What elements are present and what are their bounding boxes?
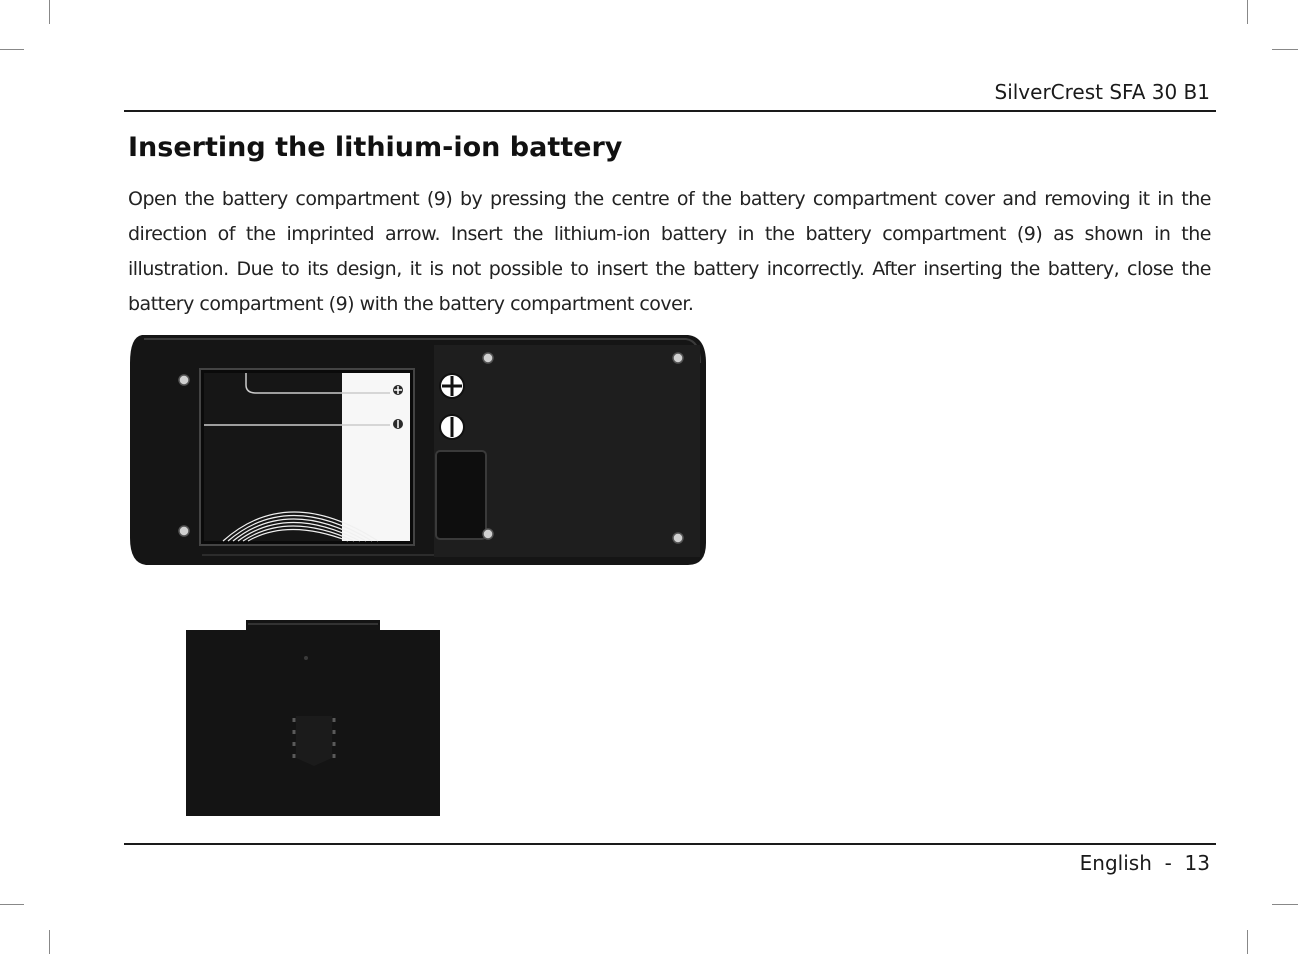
crop-mark-bottom-right-v bbox=[1247, 930, 1248, 954]
footer-page-label: English - 13 bbox=[1079, 851, 1210, 875]
crop-mark-top-right-v bbox=[1247, 0, 1248, 24]
battery-cover-illustration bbox=[184, 618, 444, 820]
header-rule bbox=[124, 110, 1216, 112]
footer-language: English bbox=[1079, 851, 1152, 875]
instruction-paragraph: Open the battery compartment (9) by pressing the centre of the battery compartment cover and removing it in the direction of the imprinted arrow. Insert the lithium-ion battery in the battery compartment (9) as shown in the illustration. Due to its design, it is not possible to insert the battery incorrectly. After inserting the battery, close the battery compartment (9) with the battery compartment cover. bbox=[128, 188, 1211, 315]
crop-mark-bottom-left-h bbox=[0, 904, 24, 905]
device-battery-illustration bbox=[128, 333, 708, 571]
cover-dimple bbox=[304, 656, 308, 660]
cover-arrow-shape bbox=[296, 716, 332, 766]
crop-mark-top-left-h bbox=[0, 49, 24, 50]
battery-white-label bbox=[342, 373, 410, 541]
crop-mark-top-left-v bbox=[49, 0, 50, 24]
section-title: Inserting the lithium-ion battery bbox=[128, 132, 623, 163]
latch-slot bbox=[436, 451, 486, 539]
crop-mark-bottom-right-h bbox=[1272, 904, 1298, 905]
header-product-name: SilverCrest SFA 30 B1 bbox=[994, 80, 1210, 104]
footer-rule bbox=[124, 843, 1216, 845]
crop-mark-bottom-left-v bbox=[49, 930, 50, 954]
crop-mark-top-right-h bbox=[1272, 49, 1298, 50]
footer-page-number: 13 bbox=[1184, 851, 1210, 875]
